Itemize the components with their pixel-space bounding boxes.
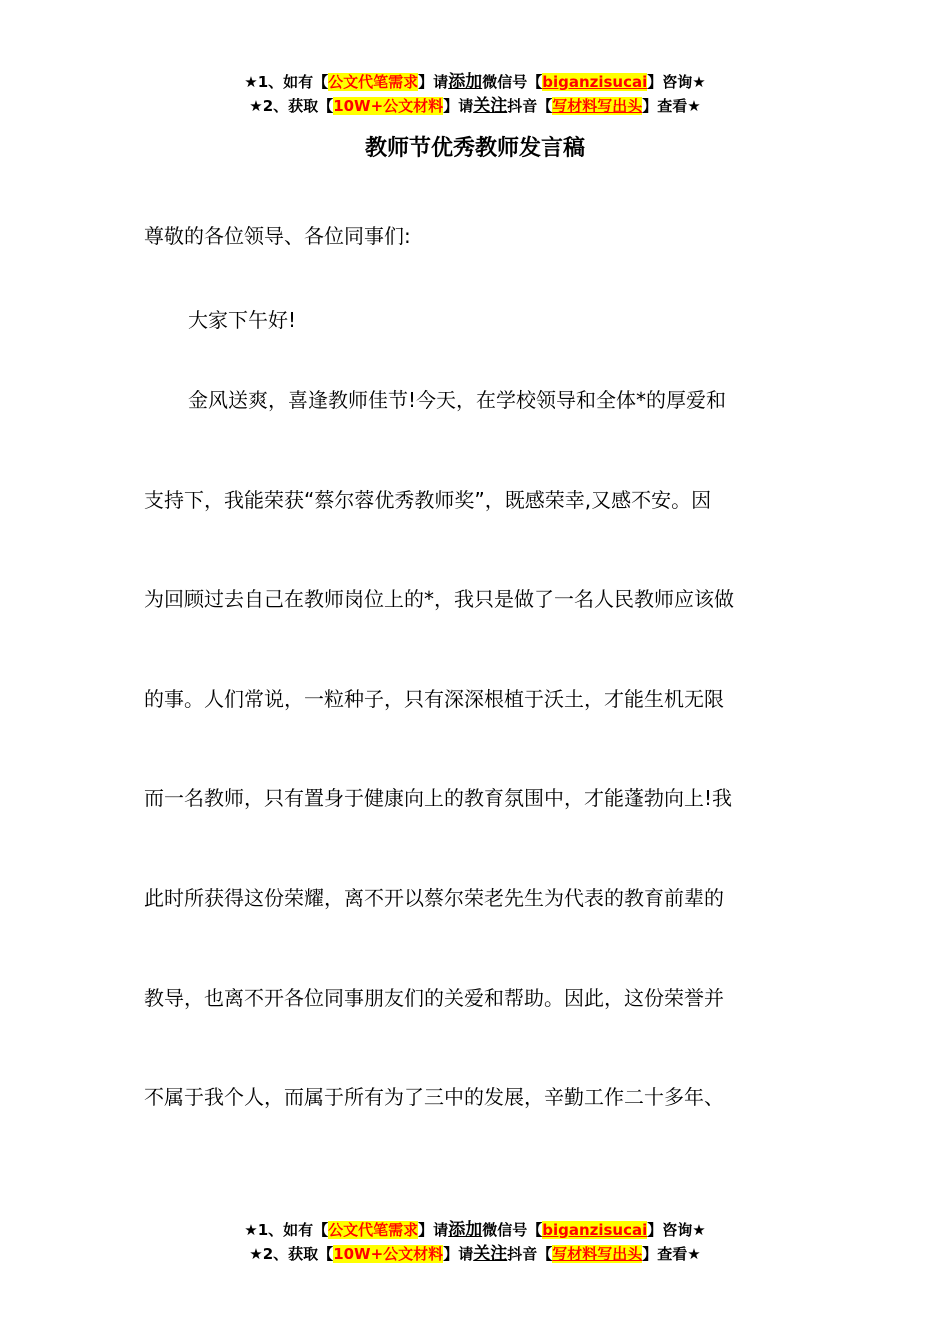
- banner-text: 】查看★: [642, 97, 701, 115]
- body-line-2: 支持下，我能荣获“蔡尔蓉优秀教师奖”，既感荣幸,又感不安。因: [144, 488, 712, 512]
- document-title: 教师节优秀教师发言稿: [364, 136, 585, 161]
- body-line-3: 为回顾过去自己在教师岗位上的*，我只是做了一名人民教师应该做: [144, 587, 734, 611]
- body-line-1: 金风送爽，喜逢教师佳节!今天，在学校领导和全体*的厚爱和: [188, 388, 727, 412]
- banner-text: 】咨询★: [647, 73, 706, 91]
- banner-text: ★1、如有【: [244, 73, 329, 91]
- banner-highlight: 公文代笔需求: [328, 1221, 419, 1239]
- banner-highlight: 10W+公文材料: [333, 97, 444, 115]
- banner-highlight: 公文代笔需求: [328, 73, 419, 91]
- banner-emphasis: 关注: [473, 96, 508, 116]
- banner-text: 】咨询★: [647, 1221, 706, 1239]
- body-line-5: 而一名教师，只有置身于健康向上的教育氛围中，才能蓬勃向上!我: [144, 786, 733, 810]
- banner-text: ★2、获取【: [249, 97, 334, 115]
- banner-line-1: [0, 70, 950, 94]
- banner-emphasis: 添加: [448, 72, 483, 92]
- bottom-banner: [0, 1218, 950, 1266]
- body-line-7: 教导，也离不开各位同事朋友们的关爱和帮助。因此，这份荣誉并: [144, 986, 724, 1010]
- body-line-6: 此时所获得这份荣耀，离不开以蔡尔荣老先生为代表的教育前辈的: [144, 886, 724, 910]
- banner-text: 】请: [443, 97, 474, 115]
- banner-text: 抖音【: [507, 1245, 553, 1263]
- banner-text: 】请: [418, 1221, 449, 1239]
- douyin-id-highlight: 写材料写出头: [552, 1245, 643, 1263]
- banner-line-1: [0, 1218, 950, 1242]
- top-banner: [0, 70, 950, 118]
- banner-line-2: [0, 94, 950, 118]
- salutation: 尊敬的各位领导、各位同事们:: [144, 224, 411, 248]
- banner-text: ★2、获取【: [249, 1245, 334, 1263]
- banner-emphasis: 关注: [473, 1244, 508, 1264]
- wechat-id-highlight: biganzisucai: [542, 73, 648, 91]
- banner-text: 抖音【: [507, 97, 553, 115]
- body-line-8: 不属于我个人，而属于所有为了三中的发展，辛勤工作二十多年、: [144, 1085, 724, 1109]
- body-line-4: 的事。人们常说，一粒种子，只有深深根植于沃土，才能生机无限: [144, 687, 724, 711]
- banner-emphasis: 添加: [448, 1220, 483, 1240]
- banner-text: ★1、如有【: [244, 1221, 329, 1239]
- banner-text: 】请: [418, 73, 449, 91]
- wechat-id-highlight: biganzisucai: [542, 1221, 648, 1239]
- banner-text: 微信号【: [482, 73, 543, 91]
- douyin-id-highlight: 写材料写出头: [552, 97, 643, 115]
- banner-text: 】请: [443, 1245, 474, 1263]
- greeting: 大家下午好!: [188, 308, 297, 332]
- banner-text: 微信号【: [482, 1221, 543, 1239]
- banner-line-2: [0, 1242, 950, 1266]
- banner-text: 】查看★: [642, 1245, 701, 1263]
- banner-highlight: 10W+公文材料: [333, 1245, 444, 1263]
